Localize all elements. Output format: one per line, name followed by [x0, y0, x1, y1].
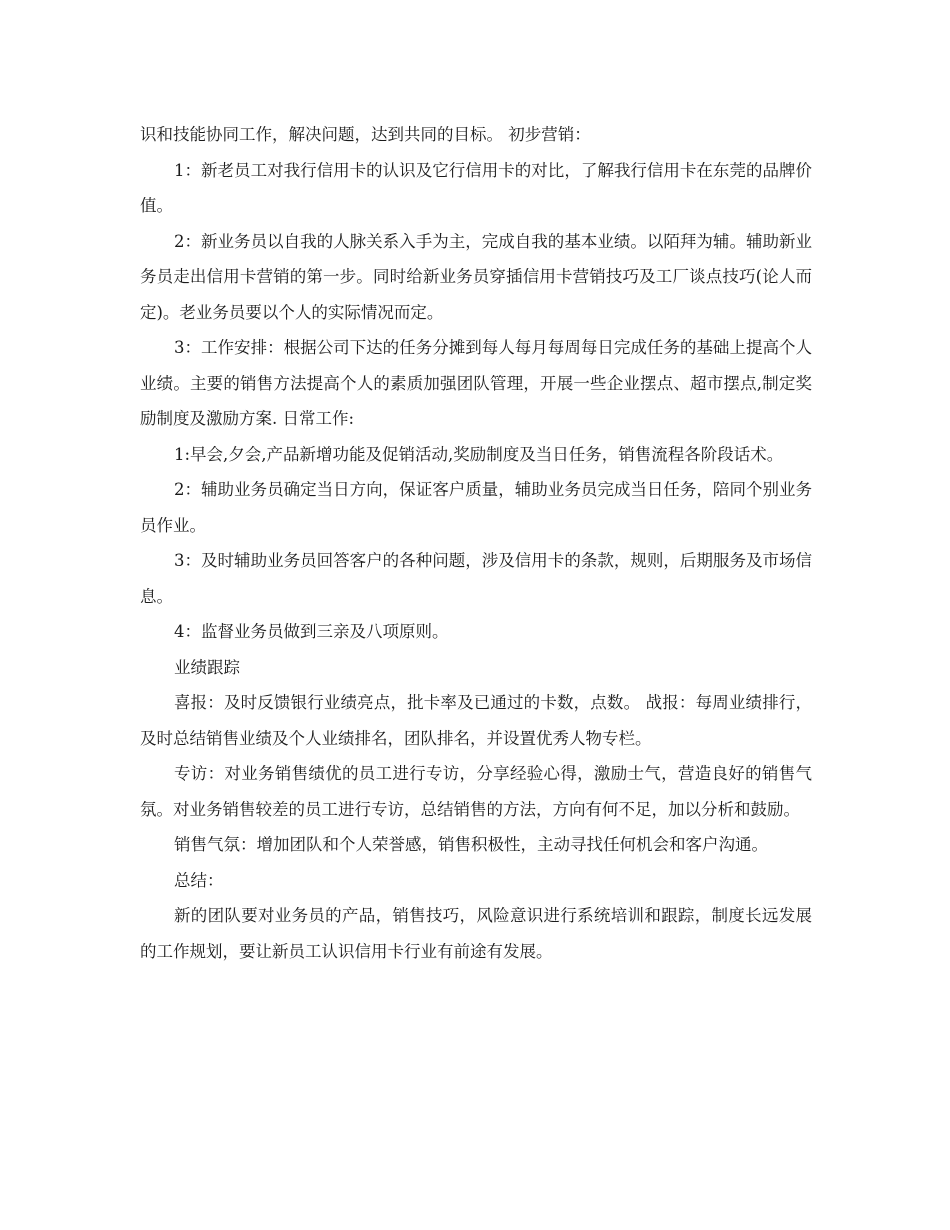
- paragraph-daily-work-1: 1:早会,夕会,产品新增功能及促销活动,奖励制度及当日任务，销售流程各阶段话术。: [174, 444, 784, 464]
- paragraph-continuation: 识和技能协同工作，解决问题，达到共同的目标。 初步营销：: [140, 125, 591, 144]
- paragraph-initial-marketing-2: 2：新业务员以自我的人脉关系入手为主，完成自我的基本业绩。以陌拜为辅。辅助新业务员走出信用卡营销的第一步。同时给新业务员穿插信用卡营销技巧及工厂谈点技巧(论人而定)。老业务员要以个人的实际情况而定。: [140, 231, 812, 322]
- section-heading-performance-tracking: 业绩跟踪: [174, 657, 240, 677]
- paragraph-sales-atmosphere: 销售气氛：增加团队和个人荣誉感，销售积极性，主动寻找任何机会和客户沟通。: [174, 835, 768, 854]
- paragraph-good-news-battle-report: 喜报：及时反馈银行业绩亮点，批卡率及已通过的卡数，点数。 战报：每周业绩排行，及时总结销售业绩及个人业绩排名，团队排名，并设置优秀人物专栏。: [140, 693, 812, 748]
- paragraph-work-arrangement: 3：工作安排：根据公司下达的任务分摊到每人每月每周每日完成任务的基础上提高个人业绩。主要的销售方法提高个人的素质加强团队管理，开展一些企业摆点、超市摆点,制定奖励制度及激励方案. 日常工作:: [140, 338, 812, 428]
- paragraph-summary: 新的团队要对业务员的产品，销售技巧，风险意识进行系统培训和跟踪，制度长远发展的工作规划，要让新员工认识信用卡行业有前途有发展。: [140, 906, 812, 961]
- section-heading-summary: 总结：: [174, 870, 224, 890]
- paragraph-daily-work-4: 4：监督业务员做到三亲及八项原则。: [174, 622, 449, 641]
- document-body: [140, 117, 812, 969]
- paragraph-daily-work-3: 3：及时辅助业务员回答客户的各种问题，涉及信用卡的条款，规则，后期服务及市场信息。: [140, 551, 812, 606]
- paragraph-initial-marketing-1: 1：新老员工对我行信用卡的认识及它行信用卡的对比，了解我行信用卡在东莞的品牌价值。: [140, 160, 812, 215]
- paragraph-daily-work-2: 2：辅助业务员确定当日方向，保证客户质量，辅助业务员完成当日任务，陪同个别业务员作业。: [140, 480, 812, 535]
- paragraph-interviews: 专访：对业务销售绩优的员工进行专访，分享经验心得，激励士气，营造良好的销售气氛。对业务销售较差的员工进行专访，总结销售的方法，方向有何不足，加以分析和鼓励。: [140, 764, 812, 819]
